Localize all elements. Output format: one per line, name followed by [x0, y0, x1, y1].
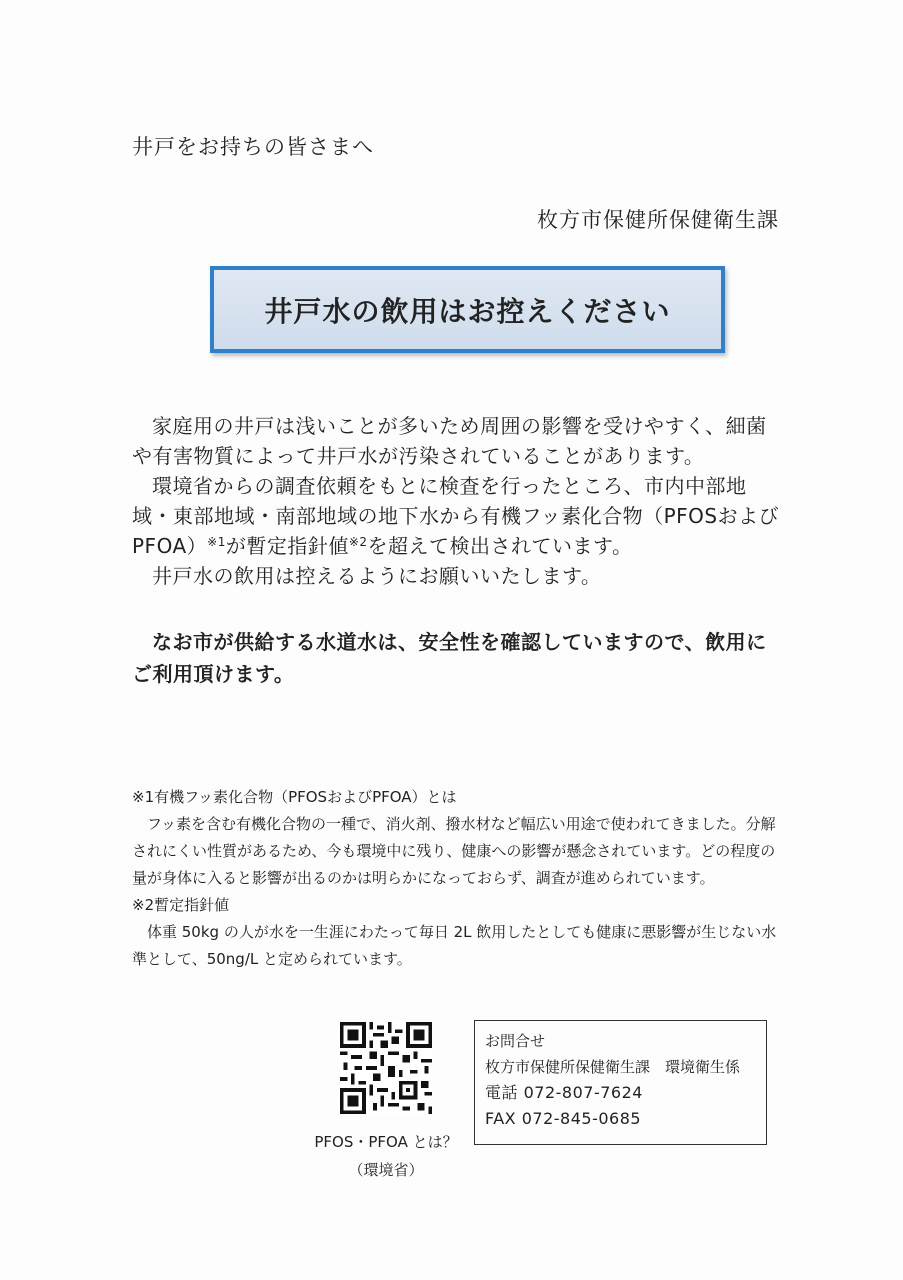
qr-caption: [296, 1128, 476, 1184]
footnote-ref-1: ※1: [207, 535, 226, 549]
footnote-ref-2: ※2: [348, 535, 368, 549]
contact-heading: お問合せ: [485, 1032, 546, 1050]
qr-caption-line-1: PFOS・PFOA とは？: [314, 1133, 458, 1151]
footnote-2-title: ※2暫定指針値: [132, 896, 230, 914]
body-text: [132, 411, 780, 591]
contact-phone[interactable]: 電話 072-807-7624: [485, 1083, 643, 1102]
body-paragraph-2: [132, 471, 780, 561]
contact-box: [474, 1020, 767, 1145]
body-paragraph-2-end: を超えて検出されています。: [367, 534, 633, 558]
sender-department: 枚方市保健所保健衛生課: [537, 208, 779, 232]
footnote-1-text: フッ素を含む有機化合物の一種で、消火剤、撥水材など幅広い用途で使われてきました。分解されにくい性質があるため、今も環境中に残り、健康への影響が懸念されています。どの程度の量が身体に入ると影響が出るのかは明らかになっておらず、調査が進められています。: [132, 815, 776, 887]
title-banner: [210, 266, 725, 353]
addressee: 井戸をお持ちの皆さまへ: [132, 135, 374, 159]
body-paragraph-1: 家庭用の井戸は浅いことが多いため周囲の影響を受けやすく、細菌や有害物質によって井戸水が汚染されていることがあります。: [132, 414, 767, 468]
contact-department: 枚方市保健所保健衛生課 環境衛生係: [485, 1058, 741, 1076]
page-title: 井戸水の飲用はお控えください: [264, 294, 671, 328]
footnotes: [132, 784, 782, 973]
qr-code-icon[interactable]: [340, 1022, 432, 1114]
body-paragraph-2-middle: が暫定指針値: [225, 534, 349, 558]
tap-water-note: なお市が供給する水道水は、安全性を確認していますので、飲用にご利用頂けます。: [132, 630, 767, 686]
body-paragraph-2-text: 環境省からの調査依頼をもとに検査を行ったところ、市内中部地域・東部地域・南部地域の地下水から有機フッ素化合物（PFOSおよびPFOA）: [132, 474, 780, 558]
contact-fax: FAX 072-845-0685: [485, 1109, 642, 1128]
footnote-1-title: ※1有機フッ素化合物（PFOSおよびPFOA）とは: [132, 788, 457, 806]
footnote-2-text: 体重 50kg の人が水を一生涯にわたって毎日 2L 飲用したとしても健康に悪影響が生じない水準として、50ng/L と定められています。: [132, 923, 777, 968]
qr-caption-line-2: （環境省）: [348, 1161, 424, 1179]
body-paragraph-3: 井戸水の飲用は控えるようにお願いいたします。: [152, 564, 602, 588]
